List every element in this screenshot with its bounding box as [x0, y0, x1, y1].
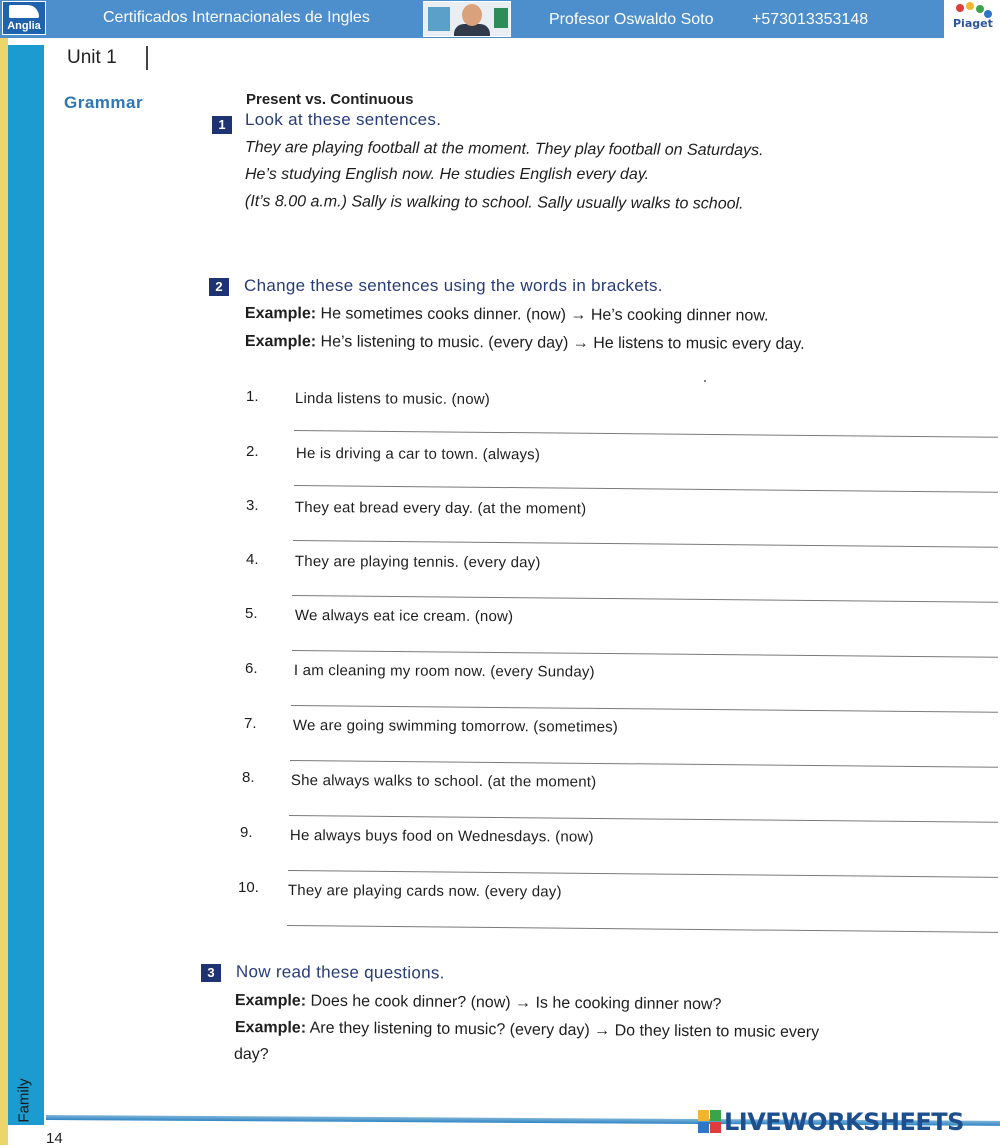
exercise-2-example — [245, 305, 769, 326]
answer-line-7[interactable] — [290, 760, 998, 768]
unit-title: Unit 1 — [67, 47, 117, 68]
question-number: 6. — [245, 660, 258, 677]
exercise-3-number: 3 — [201, 964, 221, 982]
professor-photo — [423, 1, 511, 37]
question-text: She always walks to school. (at the moment) — [290, 772, 597, 791]
contact-phone: +573013353148 — [752, 11, 869, 28]
answer-line-9[interactable] — [288, 870, 998, 878]
example-sentence: (It’s 8.00 a.m.) Sally is walking to school. Sally usually walks to school. — [244, 193, 744, 213]
example-label: Example: — [244, 333, 317, 351]
exercise-2-example — [245, 333, 805, 354]
example-text: He’s listening to music. (every day) → He listens to music every day. — [320, 333, 805, 353]
question-text: He is driving a car to town. (always) — [295, 445, 541, 464]
question-text: I am cleaning my room now. (every Sunday) — [293, 662, 595, 681]
example-label: Example: — [234, 992, 307, 1010]
exercise-3-heading: Now read these questions. — [235, 962, 445, 983]
exercise-3-continuation: day? — [234, 1046, 269, 1063]
answer-line-5[interactable] — [292, 650, 998, 658]
answer-line-8[interactable] — [289, 815, 998, 823]
question-text: They are playing tennis. (every day) — [294, 553, 541, 572]
unit-divider — [146, 46, 148, 70]
anglia-logo-text: Anglia — [7, 20, 41, 32]
question-number: 2. — [246, 443, 259, 460]
exercise-3-example — [235, 1019, 819, 1042]
exercise-2-heading: Change these sentences using the words in brackets. — [244, 276, 663, 295]
answer-line-3[interactable] — [293, 540, 998, 548]
exercise-2-number: 2 — [209, 278, 229, 296]
example-text: He sometimes cooks dinner. (now) → He’s cooking dinner now. — [320, 305, 769, 325]
stray-mark — [704, 380, 706, 382]
answer-line-10[interactable] — [287, 925, 998, 933]
question-number: 3. — [246, 497, 259, 514]
section-label: Grammar — [64, 93, 144, 112]
question-number: 8. — [242, 769, 255, 786]
example-text: Does he cook dinner? (now) → Is he cooking dinner now? — [310, 992, 722, 1014]
liveworksheets-text: LIVEWORKSHEETS — [724, 1108, 964, 1136]
exercise-1-number: 1 — [212, 116, 232, 134]
grammar-title: Present vs. Continuous — [246, 91, 414, 108]
answer-line-4[interactable] — [292, 595, 998, 603]
example-text: Are they listening to music? (every day) → Do they listen to music every — [309, 1019, 820, 1042]
question-text: They eat bread every day. (at the moment) — [294, 499, 587, 518]
page-edge — [0, 38, 8, 1145]
liveworksheets-cube-icon — [698, 1110, 722, 1134]
professor-name: Profesor Oswaldo Soto — [549, 11, 714, 28]
exercise-3-example — [235, 992, 722, 1014]
top-banner — [0, 0, 1000, 38]
question-text: We always eat ice cream. (now) — [294, 607, 514, 626]
liveworksheets-watermark — [698, 1108, 964, 1136]
question-text: They are playing cards now. (every day) — [287, 882, 562, 901]
exercise-1-heading: Look at these sentences. — [245, 110, 442, 129]
answer-line-2[interactable] — [294, 485, 998, 493]
example-sentence: They are playing football at the moment. They play football on Saturdays. — [244, 139, 764, 160]
question-number: 1. — [246, 388, 259, 405]
question-text: He always buys food on Wednesdays. (now) — [289, 827, 594, 846]
question-text: We are going swimming tomorrow. (sometimes) — [292, 717, 619, 736]
banner-title: Certificados Internacionales de Ingles — [103, 9, 370, 26]
question-number: 9. — [240, 824, 253, 841]
question-number: 4. — [246, 551, 259, 568]
answer-line-1[interactable] — [294, 430, 998, 438]
question-text: Linda listens to music. (now) — [294, 390, 491, 409]
question-number: 7. — [244, 715, 257, 732]
example-label: Example: — [244, 305, 317, 323]
anglia-logo — [2, 1, 46, 35]
blue-spine — [8, 45, 44, 1125]
answer-line-6[interactable] — [291, 705, 998, 713]
example-label: Example: — [234, 1019, 307, 1037]
piaget-logo — [944, 0, 1000, 38]
spine-label — [8, 1076, 42, 1126]
question-number: 5. — [245, 605, 258, 622]
question-number: 10. — [238, 879, 259, 896]
piaget-logo-text: Piaget — [953, 17, 993, 30]
page-number: 14 — [46, 1130, 63, 1147]
example-sentence: He’s studying English now. He studies English every day. — [245, 166, 650, 183]
anglia-logo-mark-icon — [9, 5, 39, 18]
spine-label-text: Family — [15, 1078, 33, 1123]
